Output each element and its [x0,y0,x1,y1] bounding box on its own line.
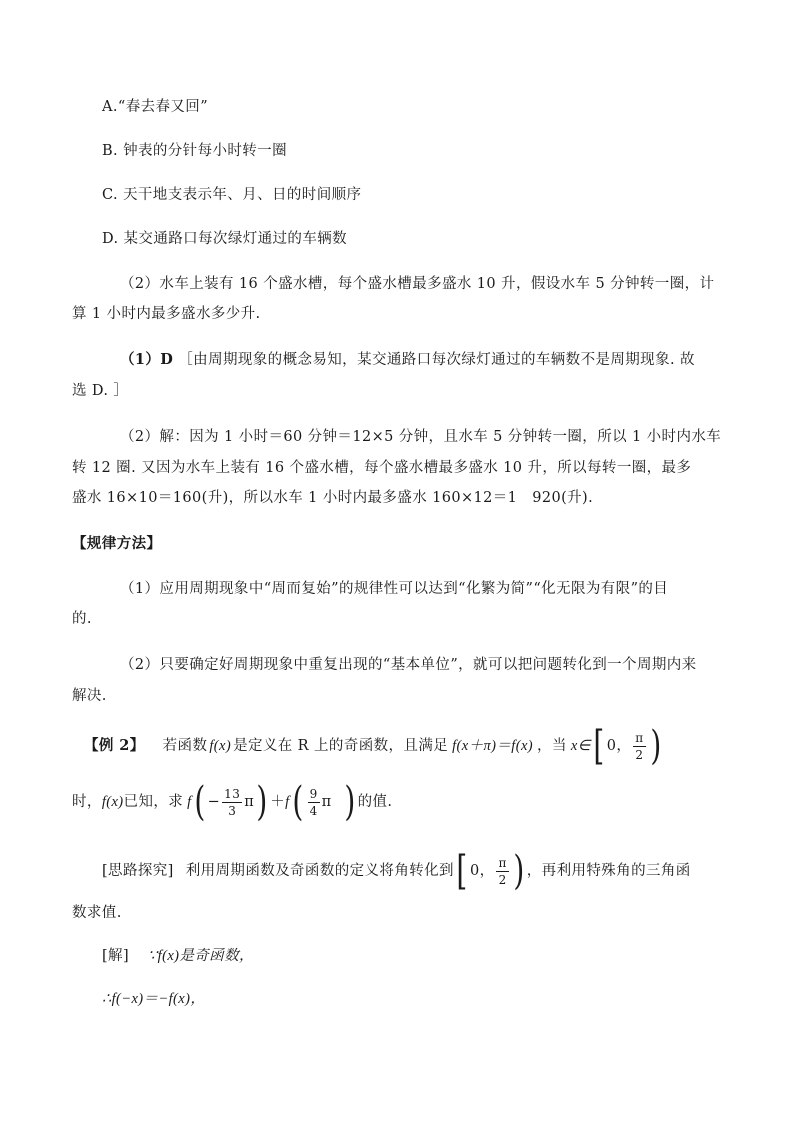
left-paren: ( [193,779,206,825]
denominator: 4 [309,803,318,818]
numerator: 9 [309,786,318,801]
interval-start: 0， [469,863,495,879]
solution-text: ∵f(x)是奇函数， [148,948,254,964]
option-d: D. 某交通路口每次绿灯通过的车辆数 [102,231,348,247]
right-paren: ) [513,848,525,894]
answer-2-line-1: （2）解：因为 1 小时＝60 分钟＝12×5 分钟，且水车 5 分钟转一圈，所以 1 小时内水车 [120,429,722,445]
thinking-label: [思路探究] [102,863,174,879]
right-paren: ) [343,779,356,825]
denominator: 2 [635,747,644,762]
right-paren: ) [649,723,662,769]
fraction-13-over-3 [222,786,242,819]
option-c: C. 天干地支表示年、月、日的时间顺序 [102,187,362,203]
right-paren: ) [256,779,268,825]
pi-symbol: π [321,794,332,810]
minus-sign: − [207,794,221,810]
thinking-text: 利用周期函数及奇函数的定义将角转化到 [185,863,454,879]
method-p1-line-1: （1）应用周期现象中“周而复始”的规律性可以达到“化繁为简”“化无限为有限”的目 [120,581,669,597]
numerator: π [498,855,507,870]
function-fx: f(x) [209,738,232,754]
plus-sign: ＋ [270,794,286,810]
method-p2-line-2: 解决. [72,688,107,704]
denominator: 2 [498,872,507,887]
periodic-equation: f(x＋π)＝f(x) [452,738,534,754]
left-paren: ( [291,779,304,825]
question-2-line-2: 算 1 小时内最多盛水多少升. [72,306,261,322]
function-f: f [285,794,290,810]
thinking-line-2: 数求值. [72,905,122,921]
answer-1-line-1 [120,350,695,370]
left-bracket: [ [593,723,605,769]
option-a: A.“春去春又回” [102,99,209,115]
function-fx: f(x) [101,794,124,810]
solution-line-1 [102,946,254,966]
method-p1-line-2: 的. [72,611,92,627]
fraction-9-over-4 [308,786,320,819]
answer-2-line-3: 盛水 16×10＝160(升)，所以水车 1 小时内最多盛水 160×12＝1 920(升). [72,490,594,506]
example-2-line-1 [84,723,664,769]
numerator: π [635,730,644,745]
answer-1-line-2: 选 D. ］ [72,383,129,399]
example-2-text: 时， [72,794,102,810]
answer-1-label: （1）D [120,351,174,368]
example-2-text: ，当 [537,738,567,754]
x-in-interval: x∈ [570,738,591,754]
example-2-label: 【例 2】 [84,737,145,754]
function-f: f [187,794,192,810]
solution-label: [解] [102,948,130,964]
example-2-text: 若函数 [162,738,208,754]
example-2-text: 已知，求 [123,794,184,810]
fraction-pi-over-2 [633,730,645,763]
denominator: 3 [228,803,237,818]
answer-2-line-2: 转 12 圈. 又因为水车上装有 16 个盛水槽，每个盛水槽最多盛水 10 升，所以每转一圈，最多 [72,460,692,476]
numerator: 13 [224,786,241,801]
method-p2-line-1: （2）只要确定好周期现象中重复出现的“基本单位”，就可以把问题转化到一个周期内来 [120,657,697,673]
method-heading: 【规律方法】 [72,535,162,552]
solution-line-2: ∴f(−x)＝−f(x)， [102,991,206,1007]
pi-symbol: π [244,794,255,810]
example-2-text: 是定义在 R 上的奇函数，且满足 [233,738,449,754]
answer-1-text: ［由周期现象的概念易知，某交通路口每次绿灯通过的车辆数不是周期现象. 故 [178,352,695,368]
left-bracket: [ [456,848,468,894]
interval-start: 0， [606,738,632,754]
fraction-pi-over-2 [496,855,508,888]
example-2-text: 的值. [357,794,393,810]
question-2-line-1: （2）水车上装有 16 个盛水槽，每个盛水槽最多盛水 10 升，假设水车 5 分钟转一圈，计 [120,276,715,292]
option-b: B. 钟表的分针每小时转一圈 [102,143,287,159]
example-2-line-2 [72,779,393,825]
thinking-line-1 [102,848,691,894]
thinking-text: ，再利用特殊角的三角函 [526,863,691,879]
